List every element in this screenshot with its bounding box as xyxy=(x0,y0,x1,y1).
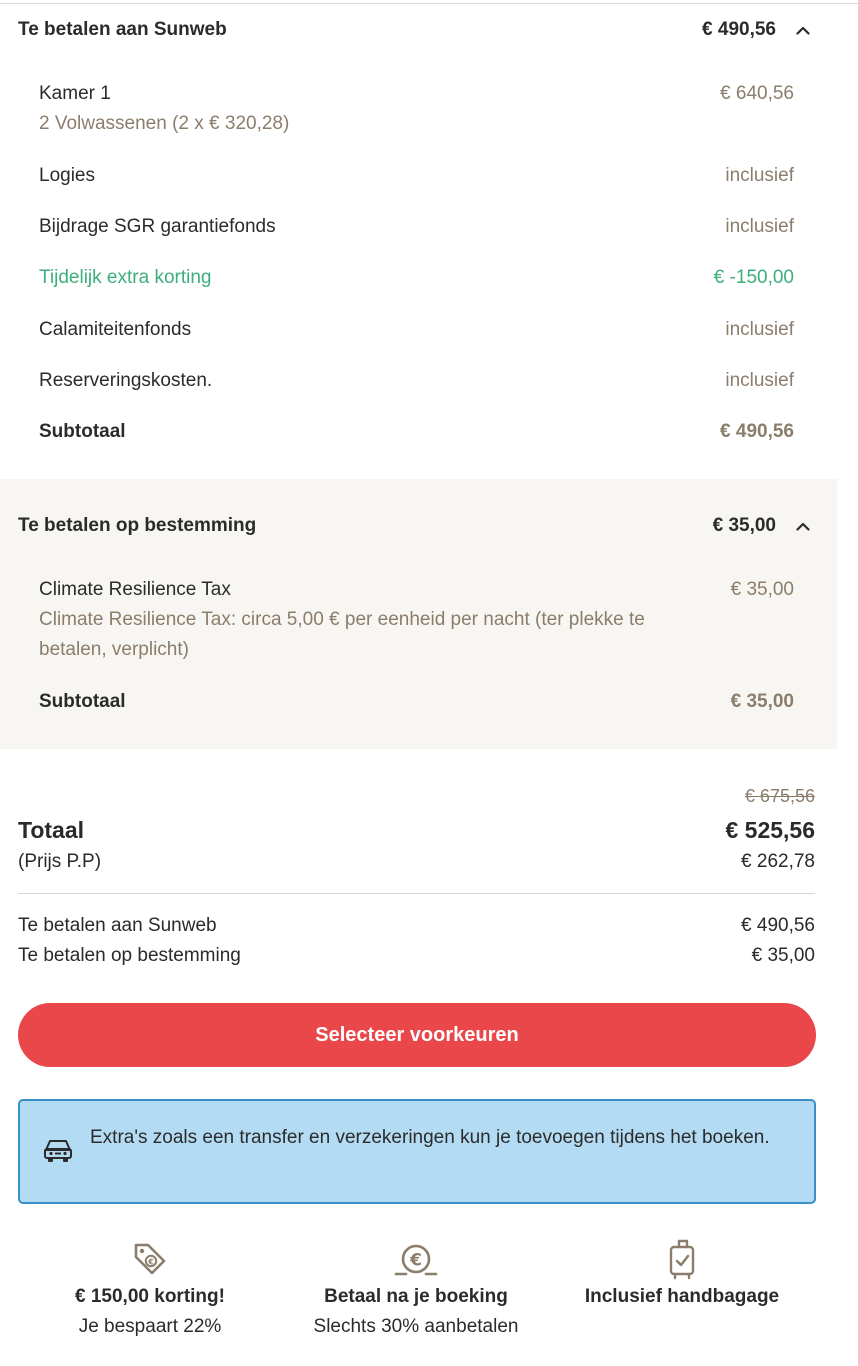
price-line-label: Logies xyxy=(39,165,95,186)
svg-text:€: € xyxy=(410,1250,422,1271)
euro-coin-icon xyxy=(281,1238,551,1280)
sunweb-section-title: Te betalen aan Sunweb xyxy=(18,19,227,40)
price-line-value: inclusief xyxy=(725,370,794,391)
extras-info-box xyxy=(18,1099,816,1204)
pay-destination-label: Te betalen op bestemming xyxy=(18,945,241,966)
top-divider xyxy=(0,3,858,4)
destination-section-header[interactable] xyxy=(18,511,814,541)
total-value: € 525,56 xyxy=(725,817,815,843)
total-label: Totaal xyxy=(18,817,85,843)
tax-detail-line-2: betalen, verplicht) xyxy=(39,639,189,660)
usp-hand-luggage xyxy=(547,1238,817,1308)
price-per-person-label: (Prijs P.P) xyxy=(18,851,102,872)
room-detail: 2 Volwassenen (2 x € 320,28) xyxy=(39,113,290,134)
pay-sunweb-value: € 490,56 xyxy=(741,915,815,936)
usp-hand-luggage-title: Inclusief handbagage xyxy=(584,1286,780,1307)
chevron-up-icon[interactable] xyxy=(792,19,814,41)
usp-pay-later-title: Betaal na je boeking xyxy=(324,1286,508,1307)
svg-text:€: € xyxy=(148,1257,154,1267)
usp-discount-title: € 150,00 korting! xyxy=(75,1286,225,1307)
price-line-value: inclusief xyxy=(725,216,794,237)
sunweb-subtotal-line xyxy=(39,421,794,443)
price-line xyxy=(39,216,794,238)
subtotal-value: € 490,56 xyxy=(720,421,794,442)
room-line xyxy=(39,83,794,105)
usp-pay-later xyxy=(281,1238,551,1338)
price-line-label: Reserveringskosten. xyxy=(39,370,213,391)
chevron-up-icon[interactable] xyxy=(792,515,814,537)
price-line xyxy=(39,165,794,187)
luggage-icon xyxy=(547,1238,817,1280)
usp-pay-later-subtitle: Slechts 30% aanbetalen xyxy=(313,1316,519,1337)
price-line-label: Bijdrage SGR garantiefonds xyxy=(39,216,276,237)
sunweb-section-amount: € 490,56 xyxy=(702,19,776,40)
subtotal-label: Subtotaal xyxy=(39,691,126,712)
price-line-value: inclusief xyxy=(725,319,794,340)
discount-value: € -150,00 xyxy=(713,267,794,288)
sunweb-section-header[interactable] xyxy=(18,15,814,45)
price-line-label: Calamiteitenfonds xyxy=(39,319,192,340)
extras-info-text: Extra's zoals een transfer en verzekeringen kun je toevoegen tijdens het boeken. xyxy=(90,1127,770,1148)
price-per-person-row xyxy=(18,851,815,873)
destination-subtotal-line xyxy=(39,691,794,713)
tax-label: Climate Resilience Tax xyxy=(39,579,231,600)
discount-line xyxy=(39,267,794,289)
sunweb-section-right xyxy=(702,19,814,41)
discount-label: Tijdelijk extra korting xyxy=(39,267,212,288)
pay-destination-row xyxy=(18,945,815,967)
usp-discount-subtitle: Je bespaart 22% xyxy=(78,1316,222,1337)
pay-sunweb-label: Te betalen aan Sunweb xyxy=(18,915,217,936)
car-icon xyxy=(42,1137,74,1170)
price-line-value: inclusief xyxy=(725,165,794,186)
room-value: € 640,56 xyxy=(720,83,794,104)
subtotal-value: € 35,00 xyxy=(730,691,794,712)
pay-destination-value: € 35,00 xyxy=(751,945,815,966)
usp-discount xyxy=(15,1238,285,1338)
tax-detail-line-1: Climate Resilience Tax: circa 5,00 € per eenheid per nacht (ter plekke te xyxy=(39,609,645,630)
destination-section-amount: € 35,00 xyxy=(712,515,776,536)
select-preferences-button[interactable]: Selecteer voorkeuren xyxy=(18,1003,816,1067)
price-line xyxy=(39,319,794,341)
discount-tag-icon xyxy=(15,1238,285,1280)
destination-section-title: Te betalen op bestemming xyxy=(18,515,257,536)
tax-line xyxy=(39,579,794,601)
destination-section-right xyxy=(713,515,814,537)
price-line xyxy=(39,370,794,392)
pay-sunweb-row xyxy=(18,915,815,937)
tax-value: € 35,00 xyxy=(730,579,794,600)
subtotal-label: Subtotaal xyxy=(39,421,126,442)
totals-divider xyxy=(18,893,815,894)
total-row xyxy=(18,817,815,844)
room-label: Kamer 1 xyxy=(39,83,111,104)
price-per-person-value: € 262,78 xyxy=(741,851,815,872)
old-price: € 675,56 xyxy=(744,786,815,806)
